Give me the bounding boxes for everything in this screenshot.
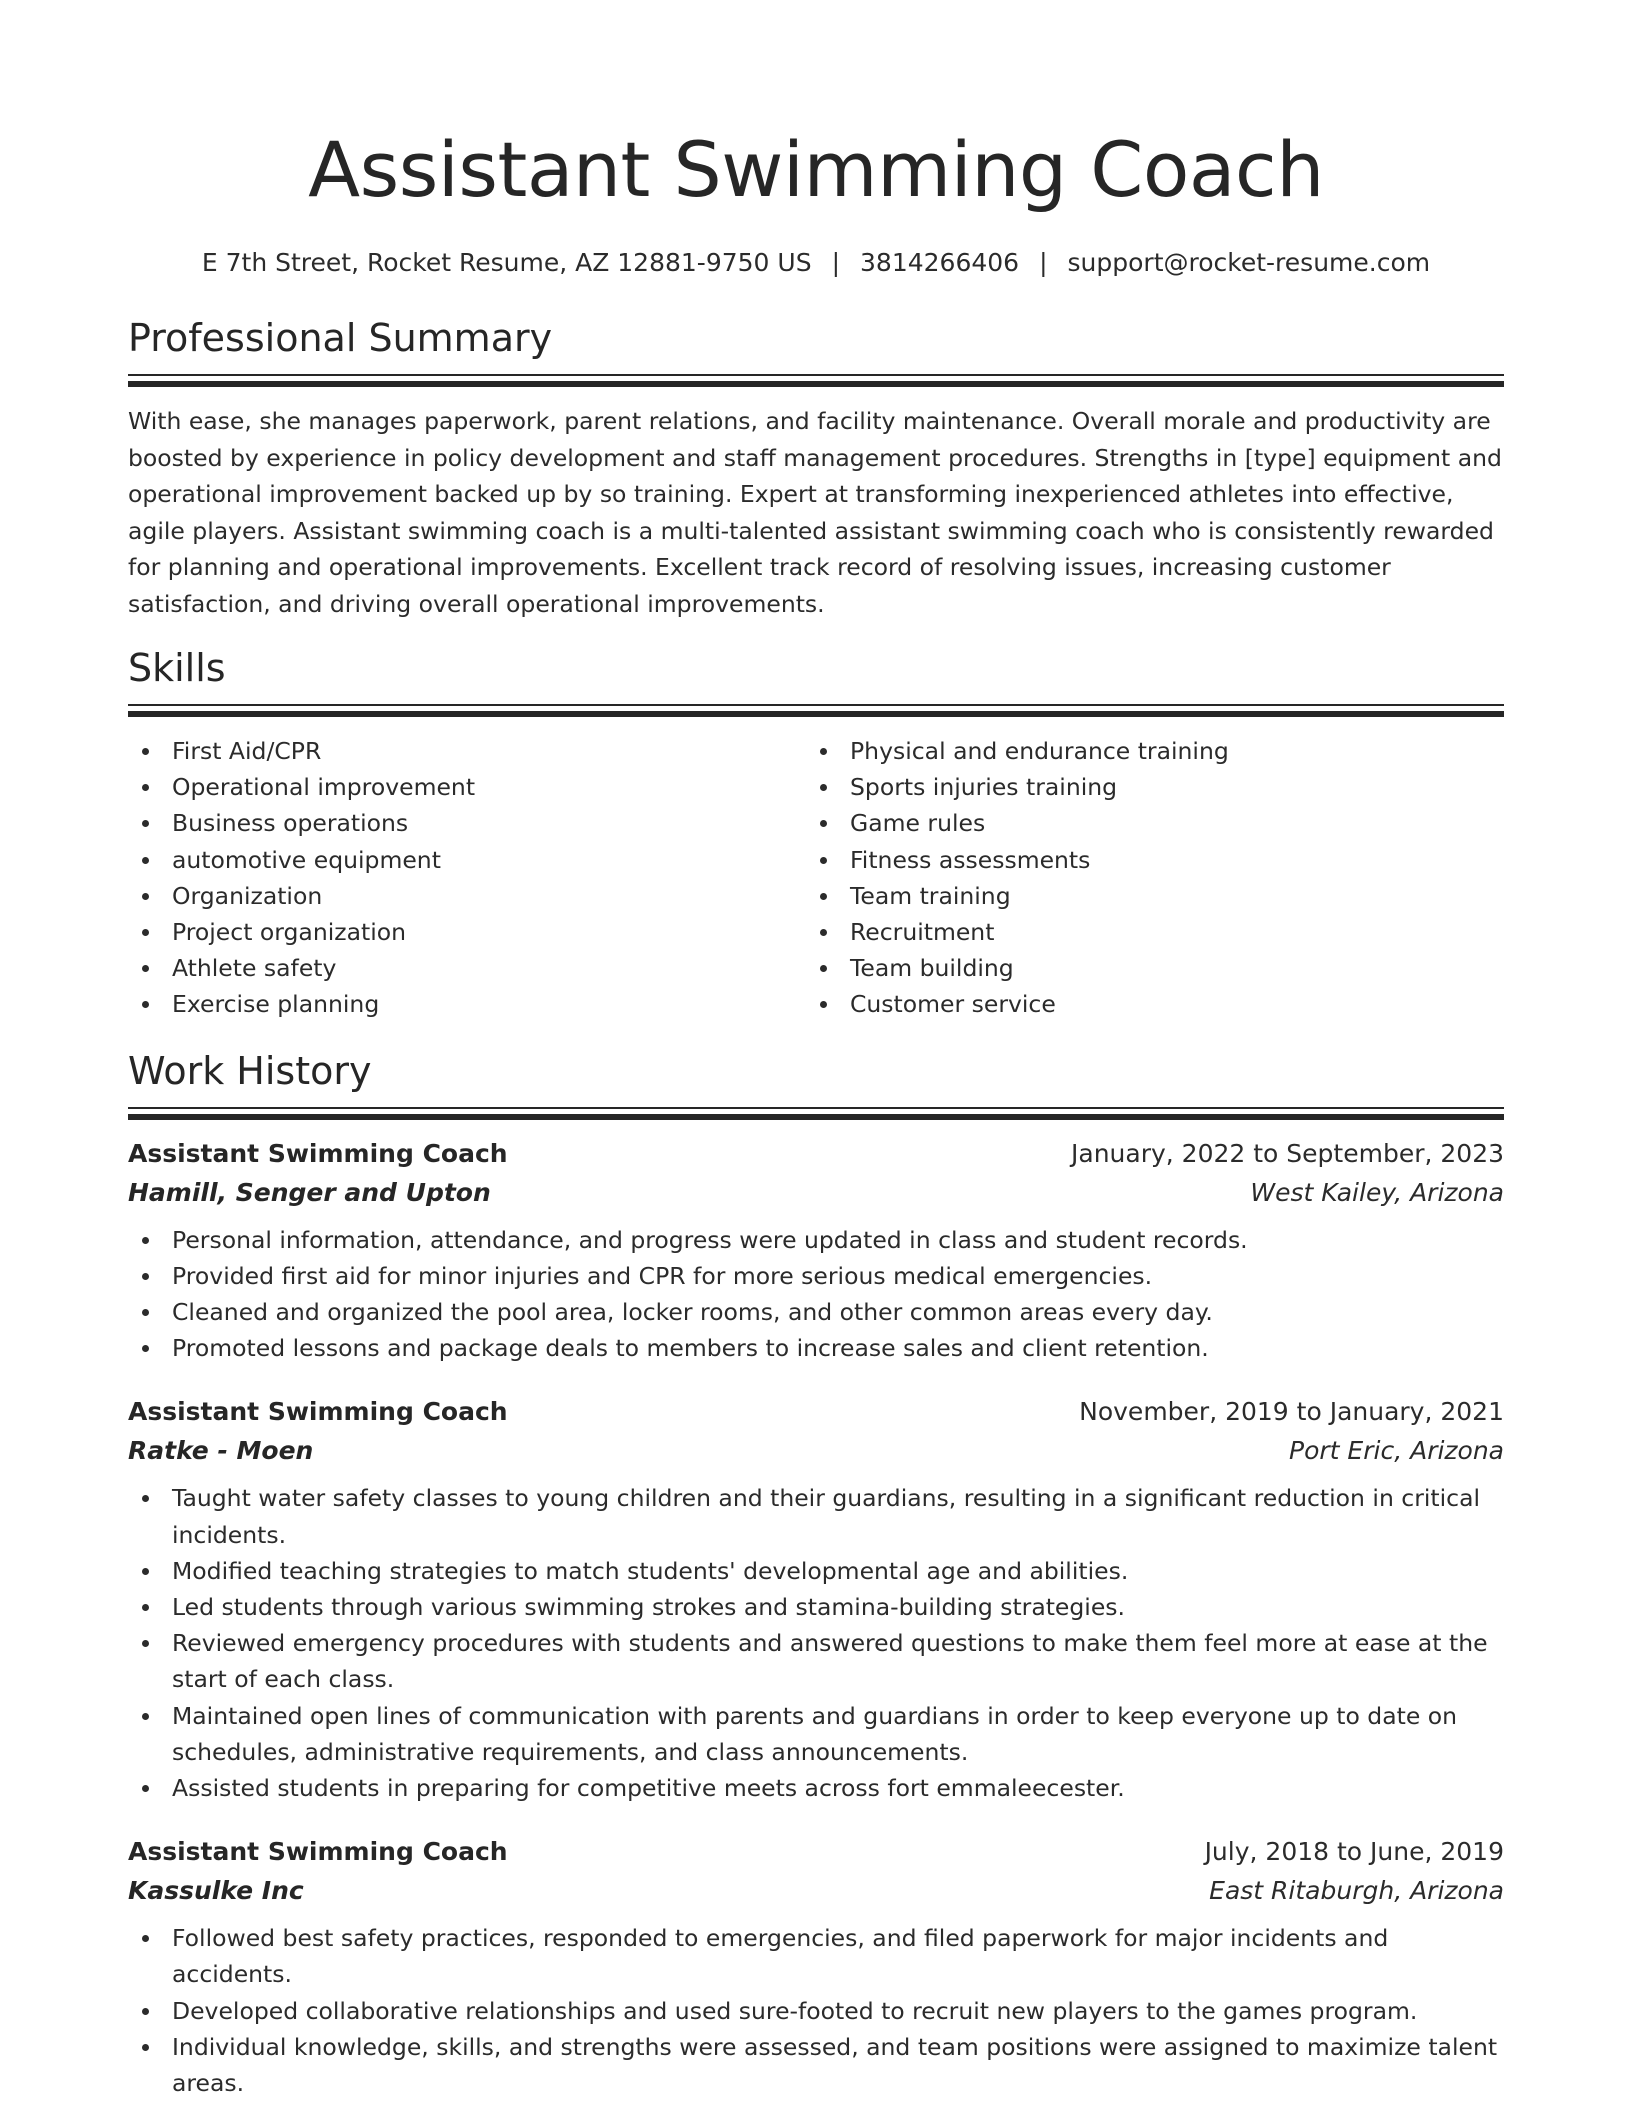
job-header (128, 1392, 1504, 1432)
contact-line (128, 246, 1504, 280)
job-title: Assistant Swimming Coach (128, 1397, 508, 1427)
job-subheader (128, 1872, 1504, 1910)
job-subheader (128, 1432, 1504, 1470)
skill-item: Sports injuries training (806, 769, 1484, 805)
contact-separator: | (1039, 248, 1048, 277)
job-company: Ratke - Moen (128, 1436, 314, 1466)
job-subheader (128, 1174, 1504, 1212)
job-location: East Ritaburgh, Arizona (1209, 1876, 1504, 1906)
job-bullet: Maintained open lines of communication with parents and guardians in order to keep everyone up to date on schedules, administrative requirements, and class announcements. (128, 1698, 1504, 1770)
skill-item: Recruitment (806, 914, 1484, 950)
skill-item: Project organization (128, 914, 806, 950)
job-header (128, 1134, 1504, 1174)
skill-item: Customer service (806, 986, 1484, 1022)
contact-email: support@rocket-resume.com (1067, 248, 1431, 277)
job-bullet: Promoted lessons and package deals to members to increase sales and client retention. (128, 1330, 1504, 1366)
job-location: Port Eric, Arizona (1289, 1436, 1504, 1466)
job-entry (128, 1392, 1504, 1806)
job-bullet: Followed best safety practices, responded to emergencies, and filed paperwork for major incidents and accidents. (128, 1920, 1504, 1992)
skills-list-right (806, 733, 1484, 1023)
job-bullet: Modified teaching strategies to match students' developmental age and abilities. (128, 1553, 1504, 1589)
skill-item: automotive equipment (128, 842, 806, 878)
job-title: Assistant Swimming Coach (128, 1138, 508, 1168)
section-title-summary: Professional Summary (128, 316, 553, 360)
skill-item: Team building (806, 950, 1484, 986)
work-history-section (128, 1047, 1504, 2102)
skill-item: Physical and endurance training (806, 733, 1484, 769)
job-bullet: Assisted students in preparing for competitive meets across fort emmaleecester. (128, 1770, 1504, 1806)
job-bullet: Taught water safety classes to young children and their guardians, resulting in a significant reduction in critical incidents. (128, 1480, 1504, 1552)
section-title-skills: Skills (128, 646, 226, 690)
job-bullets (128, 1920, 1504, 2101)
job-bullet: Provided first aid for minor injuries and CPR for more serious medical emergencies. (128, 1258, 1504, 1294)
skill-item: Business operations (128, 805, 806, 841)
skill-item: First Aid/CPR (128, 733, 806, 769)
job-bullet: Individual knowledge, skills, and strengths were assessed, and team positions were assigned to maximize talent areas. (128, 2029, 1504, 2101)
job-bullet: Cleaned and organized the pool area, locker rooms, and other common areas every day. (128, 1294, 1504, 1330)
skill-item: Athlete safety (128, 950, 806, 986)
summary-section (128, 314, 1504, 622)
skill-item: Team training (806, 878, 1484, 914)
candidate-name: Assistant Swimming Coach (308, 125, 1324, 214)
job-dates: January, 2022 to September, 2023 (1071, 1138, 1504, 1168)
job-entry (128, 1832, 1504, 2101)
skill-item: Game rules (806, 805, 1484, 841)
job-title: Assistant Swimming Coach (128, 1837, 508, 1867)
skills-list-left (128, 733, 806, 1023)
summary-text: With ease, she manages paperwork, parent relations, and facility maintenance. Overall morale and productivity are boosted by experience in policy development and staff management procedures. Strengths in [type] equipment and operational improvement backed up by so training. Expert at transforming inexperienced athletes into effective, agile players. Assistant swimming coach is a multi-talented assistant swimming coach who is consistently rewarded for planning and operational improvements. Excellent track record of resolving issues, increasing customer satisfaction, and driving overall operational improvements. (128, 407, 1502, 618)
job-bullet: Led students through various swimming strokes and stamina-building strategies. (128, 1589, 1504, 1625)
job-bullet: Developed collaborative relationships and used sure-footed to recruit new players to the games program. (128, 1993, 1504, 2029)
job-dates: July, 2018 to June, 2019 (1204, 1837, 1504, 1867)
job-header (128, 1832, 1504, 1872)
skill-item: Exercise planning (128, 986, 806, 1022)
skills-section (128, 644, 1504, 1023)
section-divider (128, 374, 1504, 387)
skill-item: Organization (128, 878, 806, 914)
job-company: Hamill, Senger and Upton (128, 1177, 491, 1207)
job-bullet: Personal information, attendance, and progress were updated in class and student records. (128, 1222, 1504, 1258)
skill-item: Operational improvement (128, 769, 806, 805)
job-bullets (128, 1222, 1504, 1367)
job-location: West Kailey, Arizona (1250, 1177, 1504, 1207)
skills-grid (128, 733, 1504, 1023)
job-bullets (128, 1480, 1504, 1806)
job-bullet: Reviewed emergency procedures with students and answered questions to make them feel more at ease at the start of each class. (128, 1625, 1504, 1697)
job-company: Kassulke Inc (128, 1876, 304, 1906)
section-divider (128, 704, 1504, 717)
contact-address: E 7th Street, Rocket Resume, AZ 12881-9750 US (201, 248, 812, 277)
contact-phone: 3814266406 (860, 248, 1020, 277)
job-entry (128, 1134, 1504, 1367)
contact-separator: | (831, 248, 841, 277)
job-dates: November, 2019 to January, 2021 (1079, 1397, 1504, 1427)
section-title-work-history: Work History (128, 1048, 372, 1093)
skill-item: Fitness assessments (806, 842, 1484, 878)
resume-page (128, 0, 1504, 2101)
section-divider (128, 1107, 1504, 1120)
